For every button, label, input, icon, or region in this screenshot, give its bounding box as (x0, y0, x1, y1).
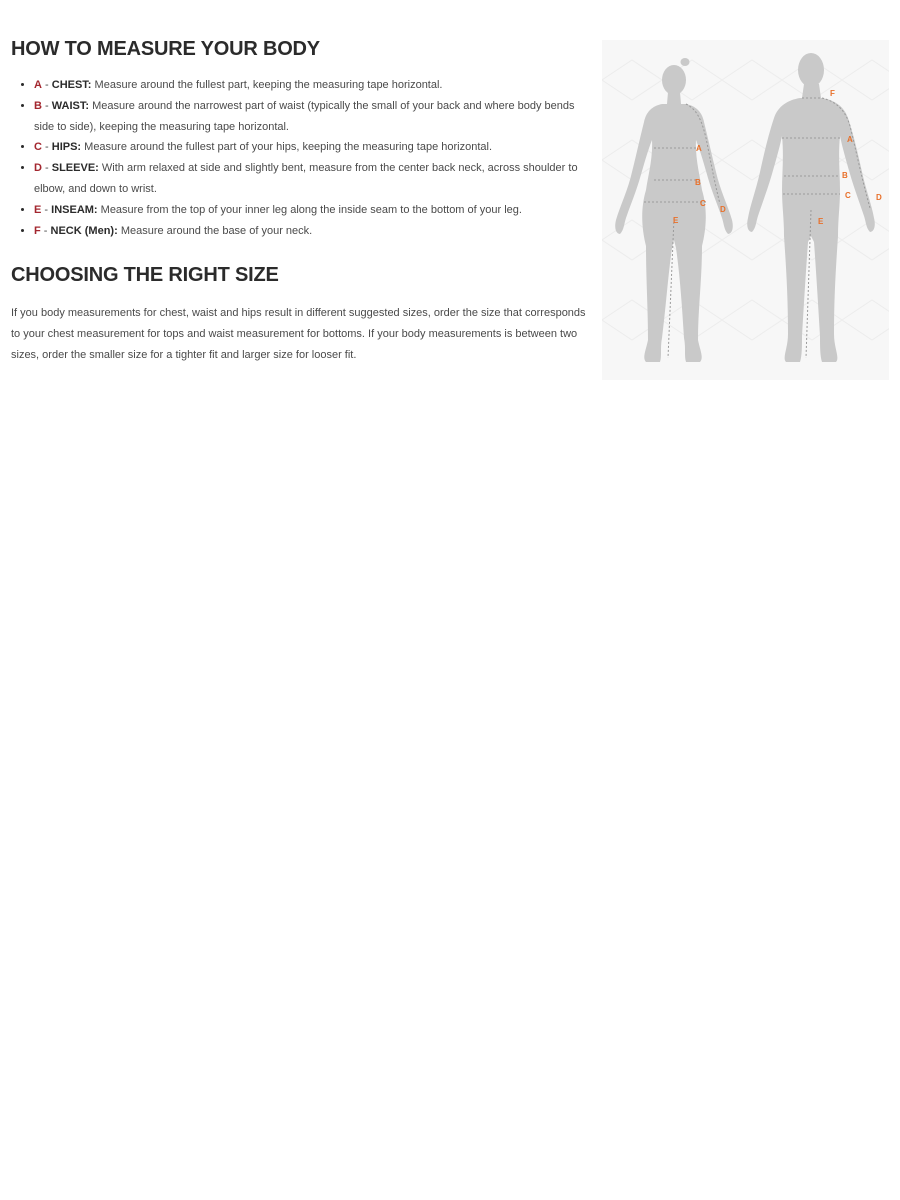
size-section-title: CHOOSING THE RIGHT SIZE (11, 264, 279, 287)
measure-code: D (34, 162, 42, 175)
man-label-e: E (818, 217, 824, 226)
measure-code: C (34, 141, 42, 154)
measure-list (11, 75, 586, 241)
measure-text: Measure around the fullest part, keeping the measuring tape horizontal. (94, 79, 443, 91)
woman-silhouette (615, 58, 733, 362)
list-item: • D - SLEEVE: With arm relaxed at side and slightly bent, measure from the center back neck, across shoulder to elbow, and down to wrist. (34, 158, 586, 200)
woman-label-c: C (700, 199, 706, 208)
measure-code: B (34, 99, 42, 112)
measure-term: SLEEVE: (51, 162, 99, 175)
list-item: • E - INSEAM: Measure from the top of your inner leg along the inside seam to the bottom of your leg. (34, 200, 586, 221)
size-guide-content (11, 38, 586, 366)
list-item: • C - HIPS: Measure around the fullest part of your hips, keeping the measuring tape horizontal. (34, 137, 586, 158)
measure-term: WAIST: (51, 99, 90, 112)
measure-text: With arm relaxed at side and slightly bent, measure from the center back neck, across shoulder to elbow, and down to wrist. (34, 162, 578, 195)
list-item: • A - CHEST: Measure around the fullest part, keeping the measuring tape horizontal. (34, 75, 586, 96)
measure-section-title: HOW TO MEASURE YOUR BODY (11, 38, 320, 60)
man-label-d: D (876, 193, 882, 202)
man-label-b: B (842, 171, 848, 180)
woman-label-a: A (696, 144, 702, 153)
size-section-text: If you body measurements for chest, waist and hips result in different suggested sizes, order the size that corresponds to your chest measurement for tops and waist measurement for bottoms. If your body measurements is between two sizes, order the smaller size for a tighter fit and larger size for looser fit. (11, 307, 586, 361)
woman-label-b: B (695, 178, 701, 187)
measure-text: Measure around the fullest part of your hips, keeping the measuring tape horizontal. (84, 141, 493, 154)
body-measurement-illustration (602, 40, 889, 380)
measure-code: E (34, 203, 42, 216)
measure-term: NECK (Men): (50, 224, 118, 237)
list-item: • B - WAIST: Measure around the narrowest part of waist (typically the small of your back and where body bends side to side), keeping the measuring tape horizontal. (34, 96, 586, 138)
woman-label-e: E (673, 216, 679, 225)
man-label-a: A (847, 135, 853, 144)
measure-term: INSEAM: (51, 203, 98, 216)
body-measurement-figure (602, 40, 889, 380)
measure-code: F (34, 224, 41, 237)
measure-text: Measure around the narrowest part of waist (typically the small of your back and where body bends side to side), keeping the measuring tape horizontal. (34, 99, 575, 133)
measure-text: Measure around the base of your neck. (120, 224, 313, 237)
measure-text: Measure from the top of your inner leg along the inside seam to the bottom of your leg. (100, 203, 522, 216)
measure-code: A (34, 79, 42, 91)
list-item: • F - NECK (Men): Measure around the base of your neck. (34, 221, 586, 242)
man-label-f: F (830, 89, 835, 98)
measure-term: CHEST: (51, 79, 92, 91)
woman-label-d: D (720, 205, 726, 214)
measure-term: HIPS: (51, 141, 82, 154)
man-silhouette (747, 53, 875, 362)
man-label-c: C (845, 191, 851, 200)
